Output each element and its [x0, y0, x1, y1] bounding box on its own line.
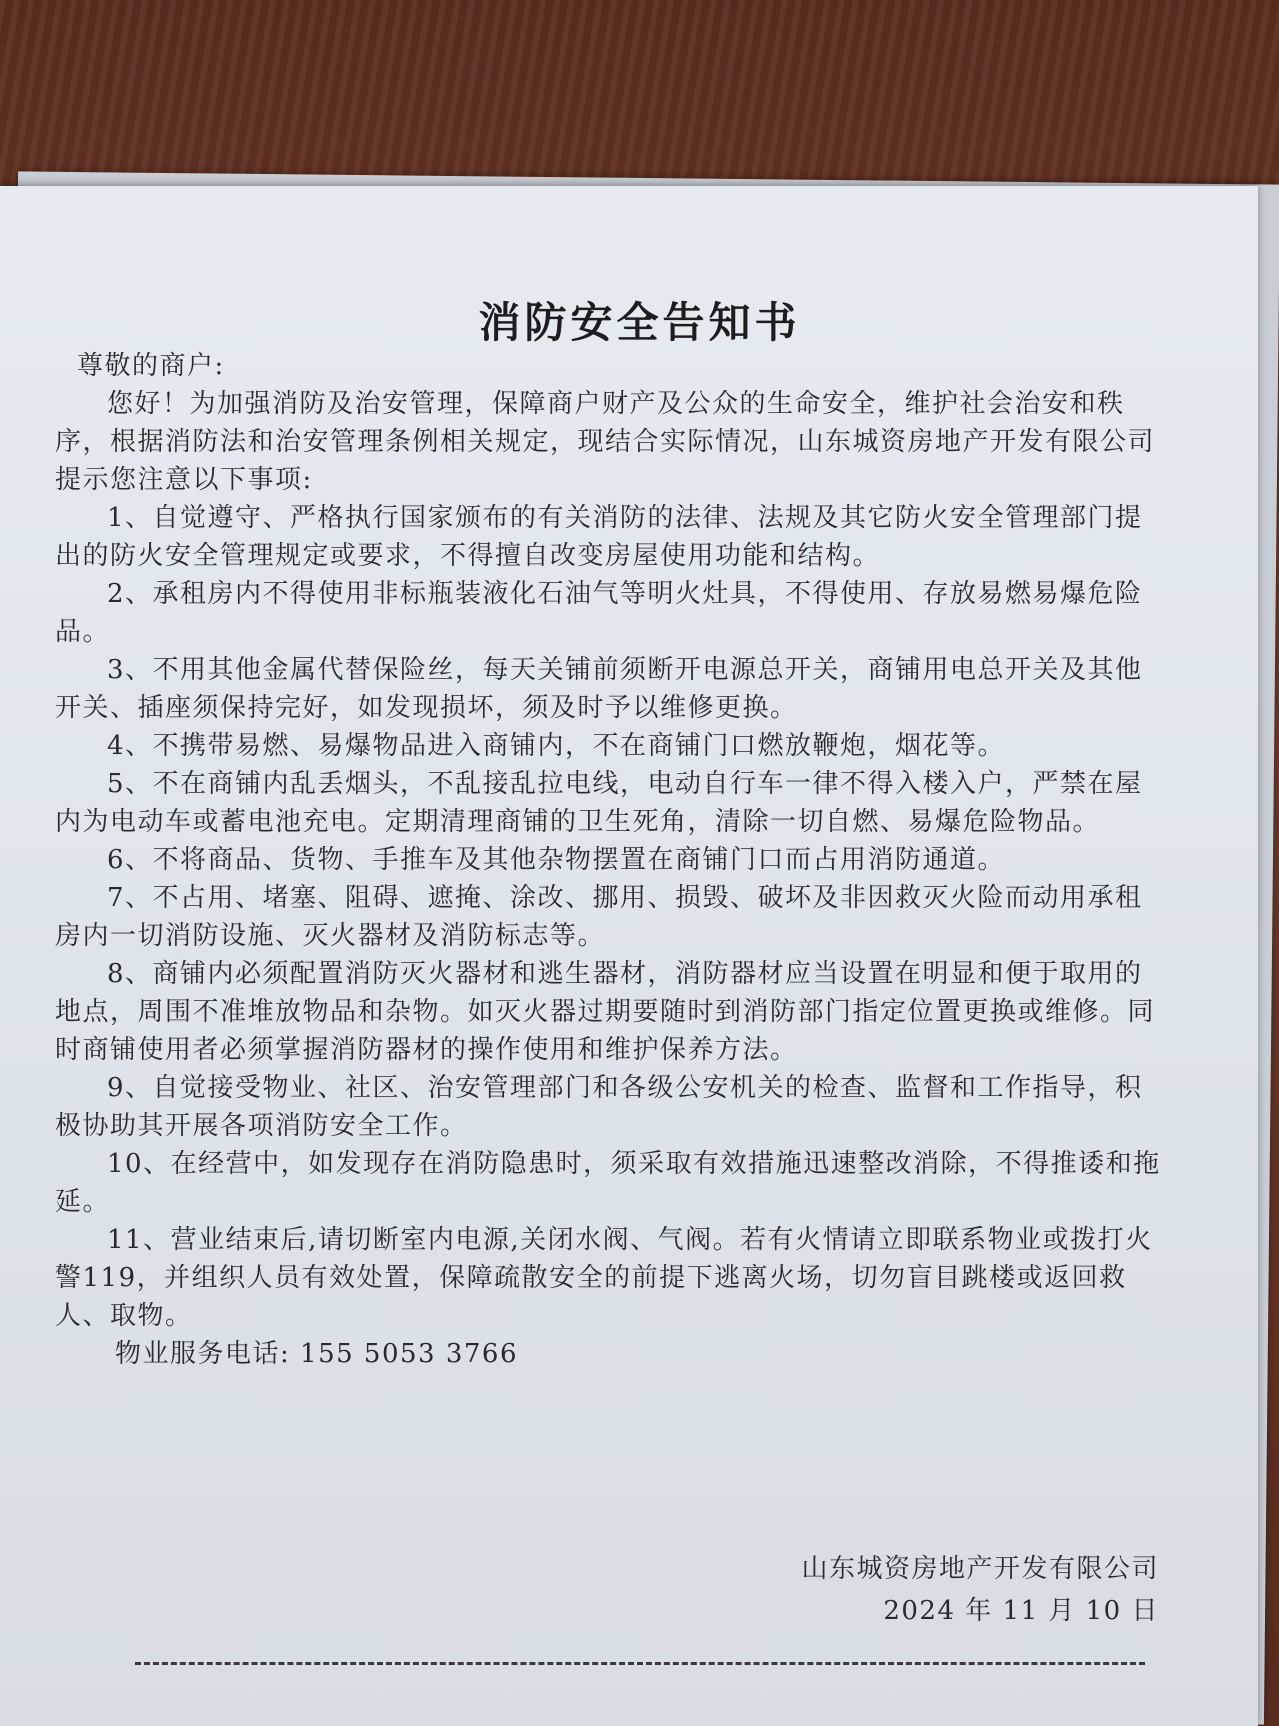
notice-item-5: 5、不在商铺内乱丢烟头，不乱接乱拉电线，电动自行车一律不得入楼入户，严禁在屋内为电动车或蓄电池充电。定期清理商铺的卫生死角，清除一切自燃、易爆危险物品。 [55, 769, 1143, 837]
notice-item-2: 2、承租房内不得使用非标瓶装液化石油气等明火灶具，不得使用、存放易燃易爆危险品。 [55, 579, 1143, 647]
salutation: 尊敬的商户: [77, 351, 225, 381]
notice-date: 2024 年 11 月 10 日 [883, 1596, 1159, 1626]
company-name: 山东城资房地产开发有限公司 [801, 1554, 1159, 1584]
notice-title: 消防安全告知书 [478, 298, 801, 347]
notice-item-8: 8、商铺内必须配置消防灭火器材和逃生器材，消防器材应当设置在明显和便于取用的地点，周围不准堆放物品和杂物。如灭火器过期要随时到消防部门指定位置更换或维修。同时商铺使用者必须掌握消防器材的操作使用和维护保养方法。 [55, 959, 1156, 1065]
intro-paragraph: 您好！为加强消防及治安管理，保障商户财产及公众的生命安全，维护社会治安和秩序，根据消防法和治安管理条例相关规定，现结合实际情况，山东城资房地产开发有限公司提示您注意以下事项: [55, 389, 1156, 495]
notice-item-10: 10、在经营中，如发现存在消防隐患时，须采取有效措施迅速整改消除，不得推诿和拖延。 [55, 1149, 1161, 1217]
service-phone: 物业服务电话: 155 5053 3766 [115, 1339, 519, 1369]
notice-item-9: 9、自觉接受物业、社区、治安管理部门和各级公安机关的检查、监督和工作指导，积极协助其开展各项消防安全工作。 [55, 1073, 1143, 1141]
notice-item-11: 11、营业结束后,请切断室内电源,关闭水阀、气阀。若有火情请立即联系物业或拨打火警119，并组织人员有效处置，保障疏散安全的前提下逃离火场，切勿盲目跳楼或返回救人、取物。 [55, 1225, 1153, 1331]
notice-item-7: 7、不占用、堵塞、阻碍、遮掩、涂改、挪用、损毁、破坏及非因救灭火险而动用承租房内一切消防设施、灭火器材及消防标志等。 [55, 883, 1143, 951]
dashed-cut-line [135, 1662, 1145, 1665]
notice-body [55, 347, 1165, 1373]
notice-item-4: 4、不携带易燃、易爆物品进入商铺内，不在商铺门口燃放鞭炮，烟花等。 [107, 731, 1006, 761]
signature-block [801, 1548, 1159, 1632]
notice-item-6: 6、不将商品、货物、手推车及其他杂物摆置在商铺门口而占用消防通道。 [107, 845, 1006, 875]
notice-item-3: 3、不用其他金属代替保险丝，每天关铺前须断开电源总开关，商铺用电总开关及其他开关、插座须保持完好，如发现损坏，须及时予以维修更换。 [55, 655, 1143, 723]
notice-item-1: 1、自觉遵守、严格执行国家颁布的有关消防的法律、法规及其它防火安全管理部门提出的防火安全管理规定或要求，不得擅自改变房屋使用功能和结构。 [55, 503, 1143, 571]
